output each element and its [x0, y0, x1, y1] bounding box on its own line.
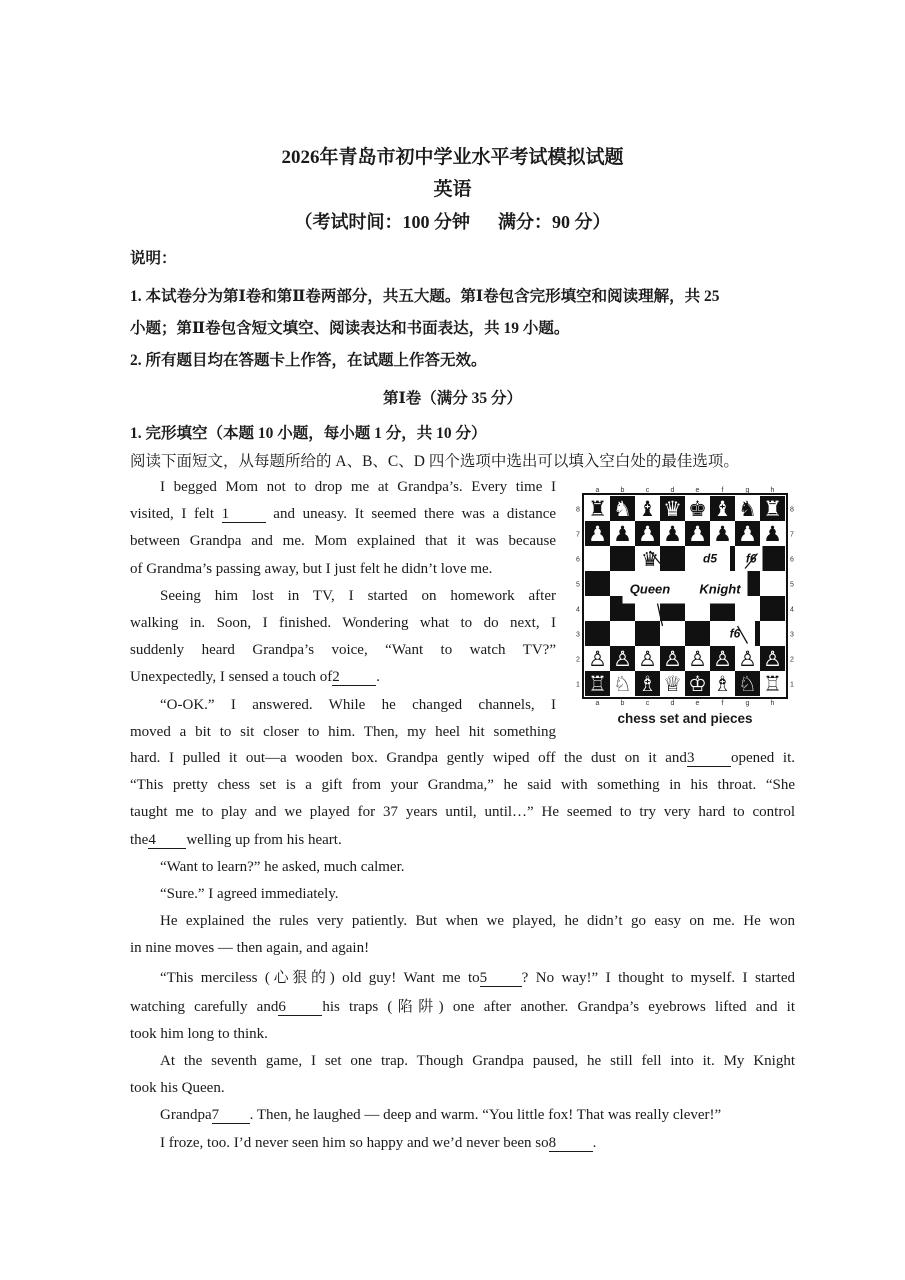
chess-piece: ♗ [713, 672, 732, 696]
rank-label: 2 [576, 656, 580, 664]
exam-subject: 英语 [433, 179, 472, 200]
section-title: 第Ⅰ卷（满分 35 分） [382, 390, 522, 407]
passage-line: taught me to play and we played for 37 years until, until…” He seemed to try very hard to control [130, 804, 795, 821]
passage-line: the4 welling up from his heart. [130, 831, 342, 848]
chess-piece: ♟ [763, 522, 782, 546]
exam-full-score: 满分：90 分） [498, 212, 611, 232]
chess-piece: ♟ [613, 522, 632, 546]
chess-piece: ♙ [688, 647, 707, 671]
board-square [760, 546, 785, 571]
blank-4: 4 [148, 832, 186, 849]
chess-piece: ♝ [713, 497, 732, 521]
chess-piece: ♞ [738, 497, 757, 521]
chess-piece: ♙ [613, 647, 632, 671]
chess-piece: ♚ [688, 497, 707, 521]
rank-label: 7 [576, 531, 580, 539]
passage-left-column [130, 474, 556, 746]
rank-label: 3 [576, 631, 580, 639]
board-square [660, 621, 685, 646]
directions: 阅读下面短文，从每题所给的 A、B、C、D 四个选项中选出可以填入空白处的最佳选项。 [130, 453, 739, 470]
passage-line: “O-OK.” I answered. While he changed channels, I [160, 696, 556, 713]
instruction-item-2: 2. 所有题目均在答题卡上作答，在试题上作答无效。 [130, 352, 487, 369]
rank-label: 5 [576, 581, 580, 589]
part-title: 1. 完形填空（本题 10 小题，每小题 1 分，共 10 分） [130, 425, 487, 442]
chess-piece: ♟ [663, 522, 682, 546]
blank-5: 5 [480, 970, 522, 987]
chess-board [574, 485, 796, 707]
file-label: f [721, 487, 724, 494]
board-square [610, 546, 635, 571]
passage-line: in nine moves — then again, and again! [130, 940, 370, 957]
chess-piece: ♘ [738, 672, 757, 696]
blank-7: 7 [212, 1107, 250, 1124]
passage-line: “This pretty chess set is a gift from your Grandma,” he said with something in his throat. “She [130, 777, 795, 794]
file-label: a [595, 487, 600, 494]
instruction-item-1-line-2: 小题；第Ⅱ卷包含短文填空、阅读表达和书面表达，共 19 小题。 [130, 320, 570, 337]
passage-line: suddenly heard Grandpa’s voice, “Want to watch TV?” [130, 642, 556, 659]
board-square [760, 596, 785, 621]
board-square [585, 546, 610, 571]
file-label: g [745, 700, 750, 707]
rank-label: 7 [790, 531, 794, 539]
rank-label: 4 [790, 606, 794, 614]
figure-caption: chess set and pieces [617, 711, 753, 726]
chess-piece: ♙ [638, 647, 657, 671]
board-square [610, 621, 635, 646]
board-square [635, 621, 660, 646]
file-label: b [620, 700, 625, 707]
passage-line: took him long to think. [130, 1025, 268, 1042]
board-square [585, 571, 610, 596]
label-queen: Queen [629, 581, 671, 597]
rank-label: 6 [790, 556, 794, 564]
chess-piece: ♙ [588, 647, 607, 671]
rank-label: 4 [576, 606, 580, 614]
passage-line: Grandpa7 . Then, he laughed — deep and warm. “You little fox! That was really clever!” [160, 1107, 722, 1124]
file-label: d [670, 487, 675, 494]
blank-8: 8 [549, 1135, 593, 1152]
file-label: h [770, 700, 775, 707]
chess-piece: ♙ [738, 647, 757, 671]
label-d5: d5 [702, 551, 718, 566]
passage-line: Seeing him lost in TV, I started on homework after [160, 587, 556, 604]
passage-line: “Want to learn?” he asked, much calmer. [160, 858, 405, 875]
file-label: e [695, 700, 700, 707]
blank-1: 1 [222, 506, 266, 523]
chess-piece: ♟ [713, 522, 732, 546]
chess-piece: ♔ [688, 672, 707, 696]
chess-piece: ♜ [763, 497, 782, 521]
rank-label: 5 [790, 581, 794, 589]
queen-piece: ♛ [641, 547, 659, 571]
passage-line: “Sure.” I agreed immediately. [160, 885, 339, 902]
passage-wide [130, 745, 795, 1157]
chess-piece: ♙ [763, 647, 782, 671]
rank-label: 8 [790, 506, 794, 514]
exam-info [0, 208, 905, 234]
passage-line: walking in. Soon, I finished. Wondering what to do next, I [130, 614, 556, 631]
chess-piece: ♘ [613, 672, 632, 696]
chess-piece: ♗ [638, 672, 657, 696]
passage-line: between Grandpa and me. Mom explained that it was because [130, 533, 556, 550]
chess-piece: ♟ [638, 522, 657, 546]
file-label: h [770, 487, 775, 494]
passage-line: visited, I felt 1 and uneasy. It seemed there was a distance [130, 506, 557, 523]
passage-line: I froze, too. I’d never seen him so happy and we’d never been so8 . [160, 1134, 597, 1151]
board-square [685, 621, 710, 646]
rank-label: 1 [790, 681, 794, 689]
passage-line: of Grandma’s passing away, but I just felt he didn’t love me. [130, 560, 493, 577]
instructions-label: 说明： [130, 250, 177, 267]
rank-label: 6 [576, 556, 580, 564]
rank-label: 8 [576, 506, 580, 514]
instruction-item-1-line-1: 1. 本试卷分为第Ⅰ卷和第Ⅱ卷两部分，共五大题。第Ⅰ卷包含完形填空和阅读理解，共 25 [130, 288, 720, 305]
passage-line: moved a bit to sit closer to him. Then, my heel hit something [130, 723, 556, 740]
rank-label: 3 [790, 631, 794, 639]
label-f6-top: f6 [745, 551, 757, 566]
blank-3: 3 [687, 750, 731, 767]
blank-2: 2 [332, 669, 376, 686]
chess-piece: ♙ [713, 647, 732, 671]
file-label: f [721, 700, 724, 707]
chess-piece: ♟ [588, 522, 607, 546]
passage-line: “This merciless (心狠的) old guy! Want me to5 ? No way!” I thought to myself. I started [160, 969, 795, 986]
passage-line: watching carefully and6 his traps (陷阱) one after another. Grandpa’s eyebrows lifted and it [130, 998, 795, 1015]
passage-line: He explained the rules very patiently. But when we played, he didn’t go easy on me. He won [160, 913, 795, 930]
file-label: c [645, 700, 650, 707]
file-label: e [695, 487, 700, 494]
chess-piece: ♕ [663, 672, 682, 696]
passage-line: hard. I pulled it out—a wooden box. Grandpa gently wiped off the dust on it and3 opened it. [130, 750, 795, 766]
blank-6: 6 [278, 999, 322, 1016]
file-label: d [670, 700, 675, 707]
file-label: a [595, 700, 600, 707]
exam-time: （考试时间：100 分钟 [294, 212, 470, 232]
chess-piece: ♙ [663, 647, 682, 671]
passage-line: At the seventh game, I set one trap. Though Grandpa paused, he still fell into it. My Knight [160, 1053, 795, 1070]
board-square [660, 546, 685, 571]
passage-line: Unexpectedly, I sensed a touch of2 . [130, 669, 381, 686]
label-knight: Knight [699, 581, 741, 597]
rank-label: 2 [790, 656, 794, 664]
board-square [585, 596, 610, 621]
file-label: b [620, 487, 625, 494]
passage-line: took his Queen. [130, 1080, 225, 1097]
rank-label: 1 [576, 681, 580, 689]
exam-title: 2026年青岛市初中学业水平考试模拟试题 [281, 147, 624, 168]
chess-piece: ♖ [588, 672, 607, 696]
chess-piece: ♟ [688, 522, 707, 546]
board-square [585, 621, 610, 646]
chess-piece: ♛ [663, 497, 682, 521]
board-square [760, 571, 785, 596]
board-square [760, 621, 785, 646]
chess-piece: ♖ [763, 672, 782, 696]
chess-piece: ♟ [738, 522, 757, 546]
file-label: g [745, 487, 750, 494]
file-label: c [645, 487, 650, 494]
label-f6-mid: f6 [729, 626, 741, 641]
chess-piece: ♜ [588, 497, 607, 521]
chess-piece: ♞ [613, 497, 632, 521]
chess-figure [574, 485, 796, 712]
passage-line: I begged Mom not to drop me at Grandpa’s. Every time I [160, 479, 556, 495]
chess-piece: ♝ [638, 497, 657, 521]
